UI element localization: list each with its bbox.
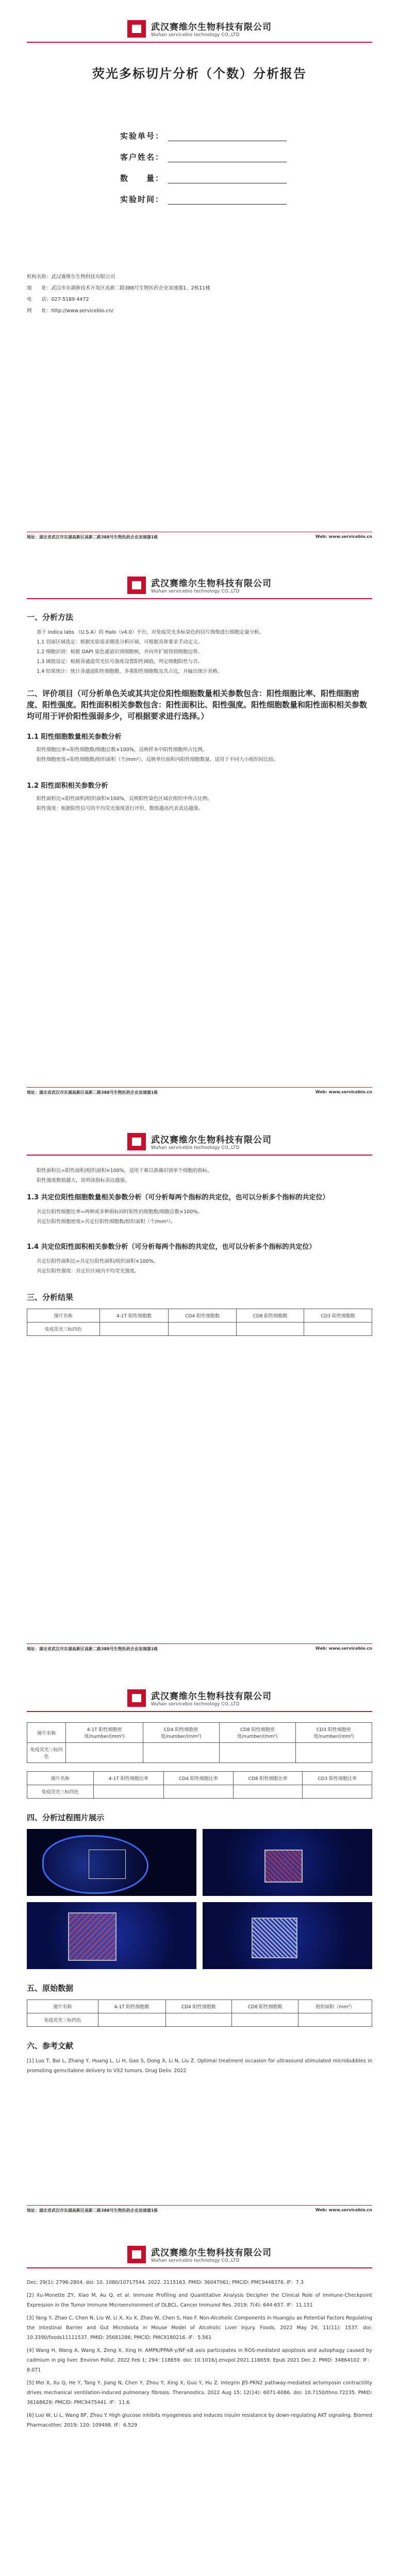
brand-name-cn: 武汉赛维尔生物科技有限公司	[151, 579, 272, 589]
brand-name-en: Wuhan servicebio technology CO.,LTD	[151, 1145, 240, 1150]
table-header-cell: 图片名称	[27, 1309, 100, 1323]
page-colocalization	[0, 1113, 399, 1336]
reference-list	[27, 2278, 372, 2430]
reference-item: Dec; 29(1): 2796-2804. doi: 10. 1080/10717544. 2022. 2115163. PMID: 36047061; PMCID: PMC9448376. IF：7.3	[27, 2280, 304, 2285]
table-header-row	[27, 1723, 372, 1743]
paragraph: 阳性强度数值越大，说明该指标表达越强。	[37, 1178, 130, 1183]
fluorescence-image	[27, 1829, 196, 1896]
form-field	[168, 152, 287, 162]
brand-logo-icon	[127, 577, 146, 594]
form-field	[168, 174, 287, 183]
table-row	[27, 2013, 372, 2027]
analysis-image-grid	[27, 1829, 372, 1969]
results-table-density	[27, 1722, 372, 1763]
org-phone: 电 话：027-5189 4472	[27, 297, 89, 302]
form-row-order	[104, 130, 372, 141]
subsection-title: 1.4 共定位阳性面积相关参数分析（可分析每两个指标的共定位，也可以分析多个指标的共定位）	[27, 1243, 316, 1251]
table-header-cell: CD8 阳性细胞比率	[233, 1772, 303, 1785]
table-header-row	[27, 1772, 372, 1785]
form-label: 实验时间：	[120, 195, 164, 204]
brand-name-cn: 武汉赛维尔生物科技有限公司	[151, 2248, 272, 2258]
table-cell: 免疫荧光三标四色	[27, 2013, 98, 2027]
page-results	[0, 1669, 399, 2079]
brand-name-cn: 武汉赛维尔生物科技有限公司	[151, 1691, 272, 1702]
table-header-cell: 图片名称	[27, 1723, 66, 1743]
subsection-title: 1.1 阳性细胞数量相关参数分析	[27, 733, 122, 741]
header-divider	[27, 1711, 372, 1712]
table-cell	[99, 1323, 169, 1336]
table-cell: 免疫荧光三标四色	[27, 1323, 100, 1336]
form-label: 客户姓名：	[120, 152, 164, 162]
reference-item: [3] Yang Y, Zhao C, Chen N, Liu W, Li X, Xu X, Zhao W, Chen S, Hao F. Non-Alcoholic Components in Huangjiu as Potential Factors Regulating the Intestinal Barrier and Gut Microbiota in Mouse Model of Alcoholic Liver Injury. Foods. 2022 May 24; 11(11): 1537. doi: 10.3390/foods11111537. PMID: 35681286; PMCID: PMC9180216. IF：5.561	[27, 2315, 372, 2341]
info-form	[104, 130, 372, 205]
paragraph: 共定位阳性细胞比率=两种或多种指标同时阳性的细胞数/细胞总数×100%。	[37, 1209, 203, 1215]
header-divider	[27, 598, 372, 599]
form-field	[168, 131, 287, 141]
subsection-title: 1.2 阳性面积相关参数分析	[27, 782, 108, 790]
header-divider	[27, 42, 372, 43]
brand-header	[27, 0, 372, 38]
brand-logo-icon	[127, 1689, 146, 1707]
table-header-row	[27, 1309, 372, 1323]
fluorescence-image	[27, 1902, 196, 1969]
brand-logo-icon	[127, 2246, 146, 2263]
table-row	[27, 1323, 372, 1336]
org-website: 网 址：http://www.servicebio.cn/	[27, 308, 113, 314]
table-cell: 免疫荧光三标四色	[27, 1785, 94, 1799]
paragraph: 阳性细胞比率=阳性细胞数/细胞总数×100%，反映样本中阳性细胞所占比例。	[37, 747, 208, 753]
fluorescence-image	[203, 1829, 372, 1896]
brand-header	[27, 1113, 372, 1150]
brand-header	[27, 556, 372, 594]
form-label: 实验单号：	[120, 131, 164, 141]
page-methods	[0, 556, 399, 814]
table-cell	[169, 1323, 237, 1336]
footer-web: Web: www.servicebio.cn	[315, 2208, 372, 2212]
table-header-cell: 组织面积（mm²）	[298, 2000, 372, 2013]
reference-item: [1] Luo T, Bai L, Zhang Y, Huang L, Li H, Gao S, Dong X, Li N, Liu Z. Optimal treatment occasion for ultrasound stimulated microbubbles in promoting gemcitabine delivery to VX2 tumors. Drug Deliv. 2022	[27, 2058, 372, 2074]
footer-address: 地址：湖北省武汉市东湖高新区高新二路388号生物医药企业加速器1栋	[27, 1090, 158, 1095]
footer-web: Web: www.servicebio.cn	[315, 1646, 372, 1651]
page-footer	[27, 2205, 372, 2213]
form-row-quantity	[104, 173, 372, 183]
footer-address: 地址：湖北省武汉市东湖高新区高新二路388号生物医药企业加速器1栋	[27, 535, 158, 539]
table-cell	[143, 1743, 219, 1763]
table-cell	[232, 2013, 298, 2027]
table-cell	[303, 1785, 372, 1799]
table-cell	[219, 1743, 295, 1763]
table-header-cell: CD8 阳性细胞密度/number/(mm²)	[219, 1723, 295, 1743]
table-header-cell: CD4 阳性细胞比率	[164, 1772, 234, 1785]
paragraph: 阳性面积比=阳性面积/组织面积×100%，适用于难以准确识别单个细胞的指标。	[37, 1168, 212, 1174]
brand-header	[27, 2226, 372, 2263]
reference-item: [2] Xu-Monette ZY, Xiao M, Au Q, et al. Immune Profiling and Quantitative Analysis Decipher the Clinical Role of Immune-Checkpoint Expression in the Tumor Immune Microenvironment of DLBCL. Cancer Immunol Res. 2019; 7(4): 644-657. IF：11.151	[27, 2293, 372, 2308]
brand-header	[27, 1669, 372, 1707]
section-title: 四、分析过程图片展示	[27, 1813, 105, 1822]
paragraph: 1.4 结果统计：统计各通道阳性细胞数、多重阳性细胞数及其占比，并输出统计表格。	[37, 669, 223, 674]
table-row	[27, 1743, 372, 1763]
page-footer	[27, 1643, 372, 1652]
reference-item: [4] Wang H, Wang A, Wang X, Zeng X, Xing H. AMPK/PPAR-γ/NF-κB axis participates in ROS-mediated apoptosis and autophagy caused by cadmium in pig liver. Environ Pollut. 2022 Feb 1; 294: 118659. doi: 10.1016/j.envpol.2021.118659. Epub 2021 Dec 2. PMID: 34864102. IF：8.071	[27, 2348, 372, 2373]
page-footer	[27, 532, 372, 540]
footer-web: Web: www.servicebio.cn	[315, 534, 372, 539]
header-divider	[27, 2267, 372, 2268]
section-methods	[27, 612, 372, 676]
table-cell	[236, 1323, 304, 1336]
table-cell	[93, 1785, 164, 1799]
table-header-cell: CD4 阳性细胞数	[169, 1309, 237, 1323]
paragraph: 基于 indica labs （U.S.A）的 Halo（v4.0）平台，对免疫荧光多标染色的切片图像进行细胞定量分析。	[37, 630, 264, 635]
table-cell: 免疫荧光三标四色	[27, 1743, 66, 1763]
brand-name-en: Wuhan servicebio technology CO.,LTD	[151, 32, 240, 38]
page-footer	[27, 1087, 372, 1095]
subsection-title: 1.3 共定位阳性细胞数量相关参数分析（可分析每两个指标的共定位，也可以分析多个指标的共定位）	[27, 1194, 329, 1201]
footer-address: 地址：湖北省武汉市东湖高新区高新二路388号生物医药企业加速器1栋	[27, 2208, 158, 2213]
brand-name-en: Wuhan servicebio technology CO.,LTD	[151, 589, 240, 594]
paragraph: 1.2 细胞识别：根据 DAPI 染色通道识别细胞核，并向外扩展得到细胞边界。	[37, 649, 203, 655]
paragraph: 阳性面积比=阳性面积/组织面积×100%，反映阳性染色区域在组织中所占比例。	[37, 796, 212, 802]
section-title: 二、评价项目（可分析单色关或其共定位阳性细胞数量相关参数包含：阳性细胞比率、阳性细胞密度、阳性强度。阳性面积相关参数包含：阳性面积比、阳性强度。阳性细胞数量和阳性面积相关参数均可用于评价阳性强弱多少，可根据要求进行选择。）	[27, 689, 368, 721]
brand-name-cn: 武汉赛维尔生物科技有限公司	[151, 22, 272, 32]
table-cell	[295, 1743, 372, 1763]
table-header-row	[27, 2000, 372, 2013]
page-references	[0, 2226, 399, 2433]
organization-info	[27, 272, 372, 317]
table-header-cell: 4-1T 阳性细胞比率	[93, 1772, 164, 1785]
results-table-ratio	[27, 1771, 372, 1799]
table-header-cell: 图片名称	[27, 1772, 94, 1785]
section-title: 五、原始数据	[27, 1984, 74, 1993]
table-header-cell: CD3 阳性细胞比率	[303, 1772, 372, 1785]
form-field	[168, 195, 287, 205]
raw-data-table	[27, 1999, 372, 2027]
results-table-counts	[27, 1309, 372, 1336]
form-row-date	[104, 194, 372, 205]
table-cell	[298, 2013, 372, 2027]
paragraph: 阳性细胞密度=阳性细胞数/组织面积（个/mm²），反映单位面积内阳性细胞数量，适用于不同大小组织间比较。	[37, 757, 278, 762]
paragraph: 共定位阳性细胞密度=共定位阳性细胞数/组织面积（个/mm²）。	[37, 1219, 176, 1225]
brand-name-en: Wuhan servicebio technology CO.,LTD	[151, 2258, 240, 2263]
brand-name-cn: 武汉赛维尔生物科技有限公司	[151, 1135, 272, 1145]
org-address: 地 址：武汉市东湖新技术开发区高新二路388号生物医药企业加速器1、2栋11楼	[27, 285, 210, 291]
footer-address: 地址：湖北省武汉市东湖高新区高新二路388号生物医药企业加速器1栋	[27, 1647, 158, 1651]
table-cell	[233, 1785, 303, 1799]
table-header-cell: 4-1T 阳性细胞数	[99, 1309, 169, 1323]
section-evaluation	[27, 688, 372, 814]
reference-item: [6] Luo W, Li L, Wang BF, Zhou Y. High glucose inhibits myogenesis and induces insulin resistance by down-regulating AKT signaling. Biomed Pharmacother. 2019; 120: 109498. IF：6.529	[27, 2413, 372, 2428]
section-title: 三、分析结果	[27, 1293, 74, 1302]
form-label: 数 量：	[120, 174, 164, 183]
brand-logo-icon	[127, 1133, 146, 1150]
org-name: 机构名称：武汉赛维尔生物科技有限公司	[27, 274, 115, 280]
table-header-cell: CD3 阳性细胞数	[304, 1309, 372, 1323]
paragraph: 1.3 阈值设定：根据各通道荧光信号强度设置阳性阈值，判定细胞阳性与否。	[37, 659, 203, 665]
table-header-cell: 4-1T 阳性细胞密度/number/(mm²)	[66, 1723, 143, 1743]
table-header-cell: CD8 阳性细胞数	[232, 2000, 298, 2013]
table-header-cell: CD4 阳性细胞数	[165, 2000, 232, 2013]
table-cell	[164, 1785, 234, 1799]
table-row	[27, 1785, 372, 1799]
table-cell	[304, 1323, 372, 1336]
paragraph: 共定位阳性面积比=共定位阳性面积/组织面积×100%。	[37, 1259, 159, 1264]
table-header-cell: CD3 阳性细胞密度/number/(mm²)	[295, 1723, 372, 1743]
fluorescence-image	[203, 1902, 372, 1969]
reference-item: [5] Mei X, Xu Q, He Y, Tang Y, Jiang N, Chen Y, Zhou Y, Xing X, Guo Y, Hu Z. Integrin β5-PKN2 pathway-mediated actomyosin contractility drives mechanical ventilation-induced pulmonary fibrosis. Theranostics. 2022 Aug 15; 12(14): 6071-6086. doi: 10.7150/thno.72235. PMID: 36168629; PMCID: PMC9475441. IF：11.6	[27, 2380, 372, 2405]
brand-logo-icon	[127, 20, 146, 38]
brand-name-en: Wuhan servicebio technology CO.,LTD	[151, 1702, 240, 1707]
paragraph: 1.1 切面区域选定：根据实验需求圈选分析区域，可根据具体要求手动定义。	[37, 639, 203, 645]
table-cell	[66, 1743, 143, 1763]
section-title: 六、参考文献	[27, 2041, 74, 2050]
table-header-cell: 图片名称	[27, 2000, 98, 2013]
table-header-cell: CD4 阳性细胞密度/number/(mm²)	[143, 1723, 219, 1743]
table-cell	[165, 2013, 232, 2027]
paragraph: 共定位阳性强度：共定位区域内平均荧光强度。	[37, 1268, 140, 1274]
page-cover	[0, 0, 399, 464]
header-divider	[27, 1155, 372, 1156]
footer-web: Web: www.servicebio.cn	[315, 1090, 372, 1094]
paragraph: 阳性强度：根据阳性信号的平均荧光强度进行评价，数值越高代表表达越强。	[37, 806, 204, 811]
report-title: 荧光多标切片分析（个数）分析报告	[92, 66, 307, 81]
table-header-cell: 4-1T 阳性细胞数	[98, 2000, 165, 2013]
table-cell	[98, 2013, 165, 2027]
table-header-cell: CD8 阳性细胞数	[236, 1309, 304, 1323]
section-title: 一、分析方法	[27, 613, 74, 622]
form-row-customer	[104, 151, 372, 162]
